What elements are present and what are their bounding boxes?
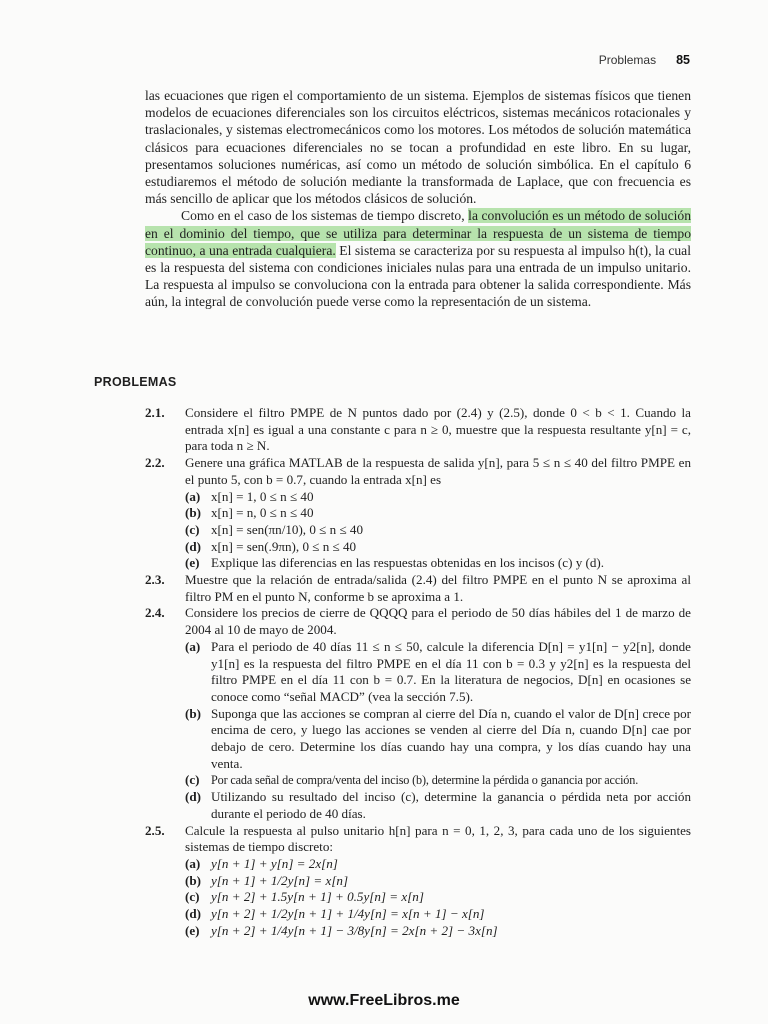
part-text: x[n] = 1, 0 ≤ n ≤ 40 [211,488,314,504]
problem-number: 2.3. [145,572,165,588]
problem-number: 2.1. [145,405,165,420]
problem-content [185,455,691,572]
part-text: y[n + 2] + 1.5y[n + 1] + 0.5y[n] = x[n] [211,889,424,905]
problem-item [145,605,691,822]
problem-part [185,555,691,572]
problem-content [185,605,691,822]
part-label: (a) [185,488,201,504]
part-label: (c) [185,772,200,788]
part-text: x[n] = n, 0 ≤ n ≤ 40 [211,505,314,521]
part-text: y[n + 2] + 1/4y[n + 1] − 3/8y[n] = 2x[n + 2] − 3x[n] [211,922,498,938]
problem-content [185,405,691,455]
problem-part [185,772,691,789]
header-section-title: Problemas [598,53,657,67]
part-label: (d) [185,906,202,922]
part-text: y[n + 1] + 1/2y[n] = x[n] [211,872,349,888]
part-label: (c) [185,521,200,537]
part-label: (b) [185,872,202,888]
problem-part [185,489,691,506]
problem-part [185,706,691,773]
problem-number: 2.2. [145,455,165,471]
part-label: (d) [185,789,202,805]
problem-part [185,906,691,923]
problems-list [145,405,691,940]
problem-part [185,873,691,890]
problem-item [145,455,691,572]
problem-part [185,505,691,522]
problem-part [185,522,691,539]
problem-item [145,572,691,605]
problem-statement: Calcule la respuesta al pulso unitario h[n] para n = 0, 1, 2, 3, para cada uno de los siguientes sistemas de tiempo discreto: [185,822,691,855]
problem-part [185,539,691,556]
footer-watermark: www.FreeLibros.me [308,992,460,1009]
problem-part [185,889,691,906]
part-label: (b) [185,505,202,521]
problem-part [185,789,691,822]
part-text: y[n + 1] + y[n] = 2x[n] [211,855,338,871]
highlighted-text: la convolución es un método de solución en el dominio del tiempo, que se utiliza para determinar la respuesta de un sistema de tiempo continuo, a una entrada cualquiera. [145,208,691,258]
part-text: Por cada señal de compra/venta del inciso (b), determine la pérdida o ganancia por acción. [211,773,639,788]
part-label: (e) [185,922,200,938]
problem-content [185,572,691,605]
part-text: Suponga que las acciones se compran al cierre del Día n, cuando el valor de D[n] crece por encima de cero, y luego las acciones se venden al cierre del Día n, cuando D[n] cae por debajo de cero. Determine los días cuando hay una compra, y los días cuando hay una venta. [211,705,691,771]
problem-part [185,856,691,873]
part-label: (a) [185,638,201,654]
part-text: Para el periodo de 40 días 11 ≤ n ≤ 50, calcule la diferencia D[n] = y1[n] − y2[n], donde y1[n] es la respuesta del filtro PMPE en el día 11 con b = 0.3 y y2[n] es la respuesta del filtro PMPE en el día 11 con b = 0.7. En la literatura de negocios, D[n] en ocasiones se conoce como “señal MACD” (vea la sección 7.5). [211,638,691,704]
part-text: x[n] = sen(.9πn), 0 ≤ n ≤ 40 [211,538,357,554]
paragraph-2-intro: Como en el caso de los sistemas de tiempo discreto, [181,208,469,224]
paragraph-2 [145,207,691,310]
problems-heading: PROBLEMAS [94,375,177,389]
problem-number: 2.5. [145,822,165,838]
part-label: (a) [185,855,201,871]
body-text [145,87,691,311]
part-text: Utilizando su resultado del inciso (c), determine la ganancia o pérdida neta por acción durante el periodo de 40 días. [211,789,691,821]
part-label: (c) [185,889,200,905]
paragraph-1: las ecuaciones que rigen el comportamiento de un sistema. Ejemplos de sistemas físicos que tienen modelos de ecuaciones diferenciales son los circuitos eléctricos, sistemas mecánicos rotacionales y traslacionales, y sistemas electromecánicos como los motores. Los métodos de solución matemática clásicos para ecuaciones diferenciales no se tocan a profundidad en este libro. En su lugar, presentamos soluciones numéricas, así como un método de solución simbólica. En el capítulo 6 estudiaremos el método de solución mediante la transformada de Laplace, que con frecuencia es más sencillo de aplicar que los métodos clásicos de solución. [145,88,691,207]
problem-item [145,823,691,940]
problem-statement: Genere una gráfica MATLAB de la respuesta de salida y[n], para 5 ≤ n ≤ 40 del filtro PMPE en el punto 5, con b = 0.7, cuando la entrada x[n] es [185,455,691,487]
paragraph-2-rest: El sistema se caracteriza por su respuesta al impulso h(t), la cual es la respuesta del sistema con condiciones iniciales nulas para una entrada de un impulso unitario. La respuesta al impulso se convoluciona con la entrada para obtener la salida correspondiente. Más aún, la integral de convolución puede verse como la representación de un sistema. [145,242,691,310]
running-header [599,53,690,71]
problem-item [145,405,691,455]
problem-statement: Considere el filtro PMPE de N puntos dado por (2.4) y (2.5), donde 0 < b < 1. Cuando la entrada x[n] es igual a una constante c para n ≥ 0, muestre que la respuesta resultante y[n] = c, para toda n ≥ N. [185,405,691,454]
problem-statement: Considere los precios de cierre de QQQQ para el periodo de 50 días hábiles del 1 de marzo de 2004 al 10 de mayo de 2004. [185,605,691,638]
part-text: y[n + 2] + 1/2y[n + 1] + 1/4y[n] = x[n + 1] − x[n] [211,906,485,922]
problem-statement: Muestre que la relación de entrada/salida (2.4) del filtro PMPE en el punto N se aproxima al filtro PM en el punto N, conforme b se aproxima a 1. [185,572,691,604]
part-text: Explique las diferencias en las respuestas obtenidas en los incisos (c) y (d). [211,555,605,571]
page-number: 85 [676,53,690,67]
part-text: x[n] = sen(πn/10), 0 ≤ n ≤ 40 [211,521,364,537]
problem-part [185,923,691,940]
problem-number: 2.4. [145,605,165,621]
part-label: (e) [185,555,200,571]
problem-part [185,639,691,706]
problem-content [185,823,691,940]
part-label: (b) [185,705,202,721]
part-label: (d) [185,538,202,554]
